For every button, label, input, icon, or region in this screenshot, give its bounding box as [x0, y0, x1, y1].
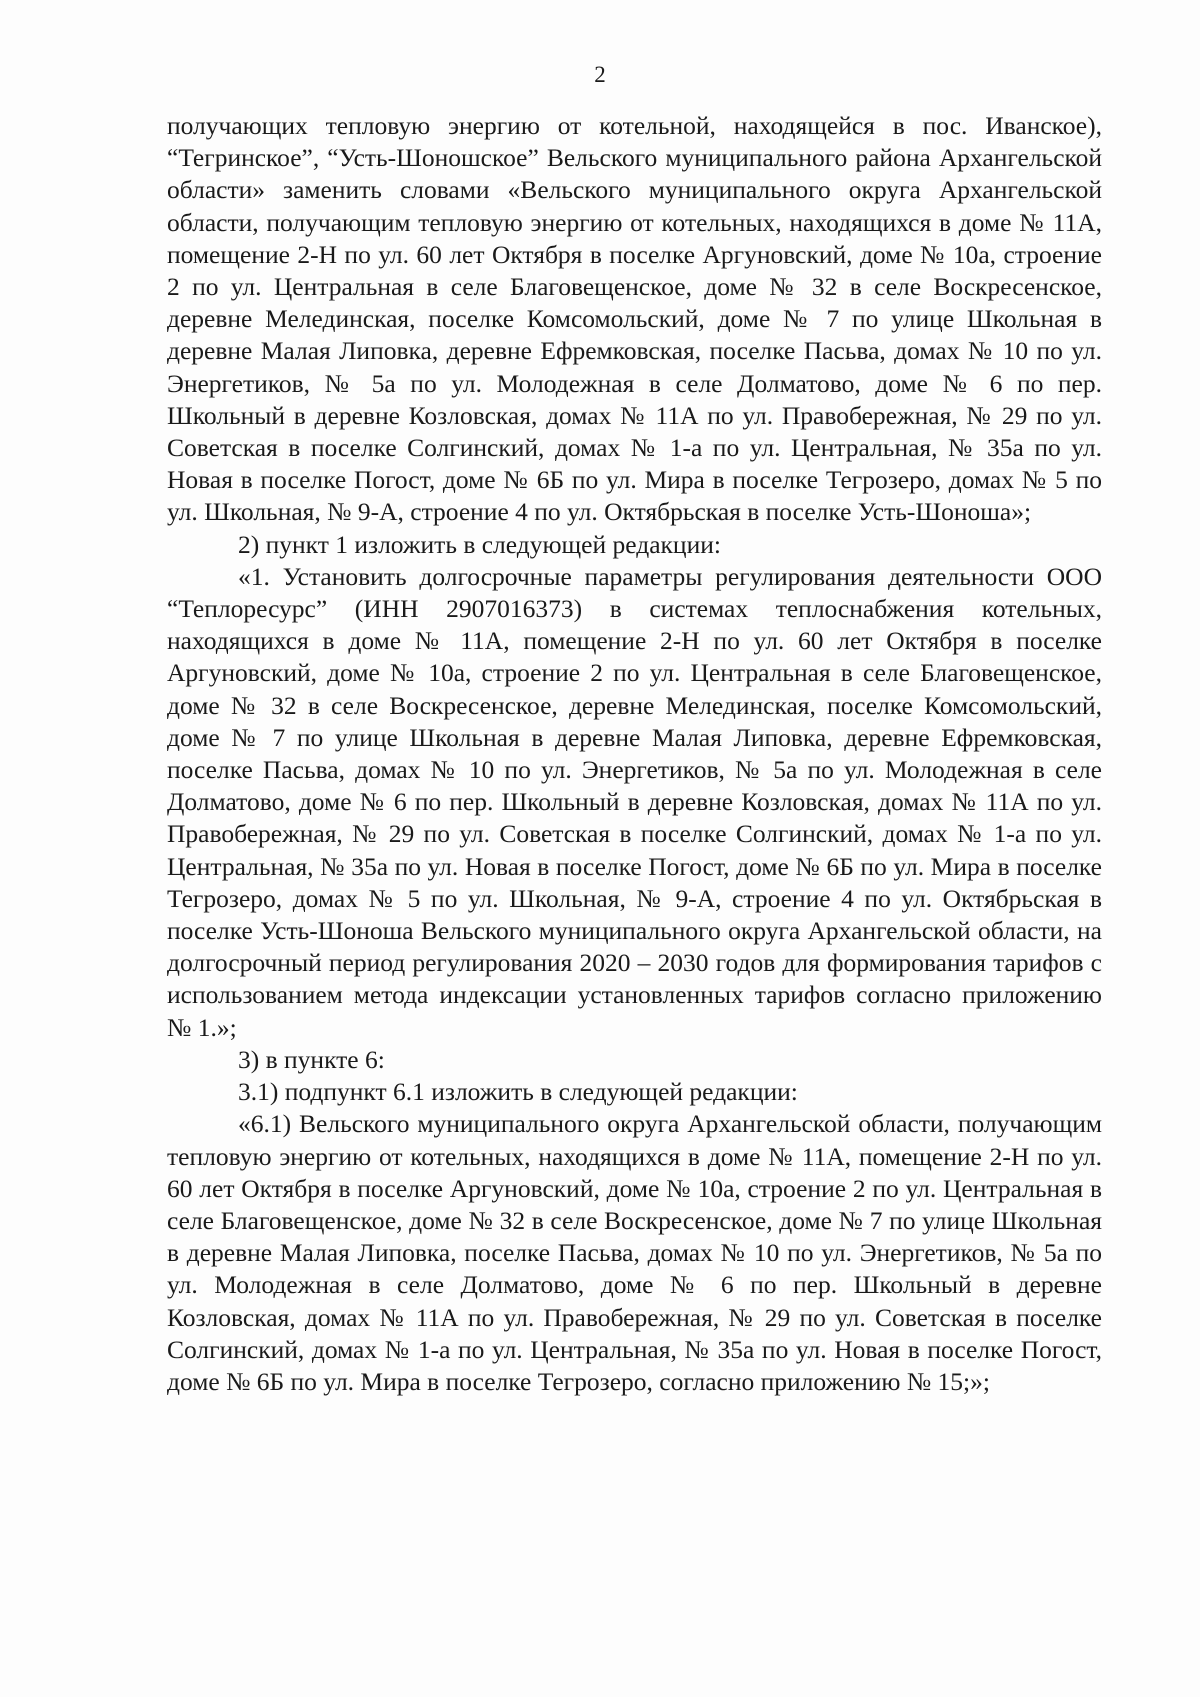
paragraph-item-3: 3) в пункте 6:	[238, 1044, 385, 1074]
paragraph-item-3-1: 3.1) подпункт 6.1 изложить в следующей редакции:	[238, 1077, 798, 1107]
page-number: 2	[594, 62, 606, 87]
paragraph-continuation: получающих тепловую энергию от котельной, находящейся в пос. Иванское), “Тегринское”, “Усть-Шоношское” Вельского муниципального района Архангельской области» заменить словами «Вельского муниципального округа Архангельской области, получающим тепловую энергию от котельных, находящихся в доме № 11А, помещение 2-Н по ул. 60 лет Октября в поселке Аргуновский, доме № 10а, строение 2 по ул. Центральная в селе Благовещенское, доме № 32 в селе Воскресенское, деревне Мелединская, поселке Комсомольский, доме № 7 по улице Школьная в деревне Малая Липовка, деревне Ефремковская, поселке Пасьва, домах № 10 по ул. Энергетиков, № 5а по ул. Молодежная в селе Долматово, доме № 6 по пер. Школьный в деревне Козловская, домах № 11А по ул. Правобережная, № 29 по ул. Советская в поселке Солгинский, домах № 1-а по ул. Центральная, № 35а по ул. Новая в поселке Погост, доме № 6Б по ул. Мира в поселке Тегрозеро, домах № 5 по ул. Школьная, № 9-А, строение 4 по ул. Октябрьская в поселке Усть-Шоноша»;	[167, 111, 1102, 527]
paragraph-clause-1-text: «1. Установить долгосрочные параметры регулирования деятельности ООО “Теплоресурс” (ИНН 2907016373) в системах теплоснабжения котельных, находящихся в доме № 11А, помещение 2-Н по ул. 60 лет Октября в поселке Аргуновский, доме № 10а, строение 2 по ул. Центральная в селе Благовещенское, доме № 32 в селе Воскресенское, деревне Мелединская, поселке Комсомольский, доме № 7 по улице Школьная в деревне Малая Липовка, деревне Ефремковская, поселке Пасьва, домах № 10 по ул. Энергетиков, № 5а по ул. Молодежная в селе Долматово, доме № 6 по пер. Школьный в деревне Козловская, домах № 11А по ул. Правобережная, № 29 по ул. Советская в поселке Солгинский, домах № 1-а по ул. Центральная, № 35а по ул. Новая в поселке Погост, доме № 6Б по ул. Мира в поселке Тегрозеро, домах № 5 по ул. Школьная, № 9-А, строение 4 по ул. Октябрьская в поселке Усть-Шоноша Вельского муниципального округа Архангельской области, на долгосрочный период регулирования 2020 – 2030 годов для формирования тарифов с использованием метода индексации установленных тарифов согласно приложению № 1.»;	[167, 561, 1102, 1042]
document-body	[167, 110, 1102, 1398]
paragraph-clause-6-1-text: «6.1) Вельского муниципального округа Архангельской области, получающим тепловую энергию от котельных, находящихся в доме № 11А, помещение 2-Н по ул. 60 лет Октября в поселке Аргуновский, доме № 10а, строение 2 по ул. Центральная в селе Благовещенское, доме № 32 в селе Воскресенское, доме № 7 по улице Школьная в деревне Малая Липовка, поселке Пасьва, домах № 10 по ул. Энергетиков, № 5а по ул. Молодежная в селе Долматово, доме № 6 по пер. Школьный в деревне Козловская, домах № 11А по ул. Правобережная, № 29 по ул. Советская в поселке Солгинский, домах № 1-а по ул. Центральная, № 35а по ул. Новая в поселке Погост, доме № 6Б по ул. Мира в поселке Тегрозеро, согласно приложению № 15;»;	[167, 1109, 1102, 1396]
paragraph-item-2: 2) пункт 1 изложить в следующей редакции:	[238, 529, 721, 559]
